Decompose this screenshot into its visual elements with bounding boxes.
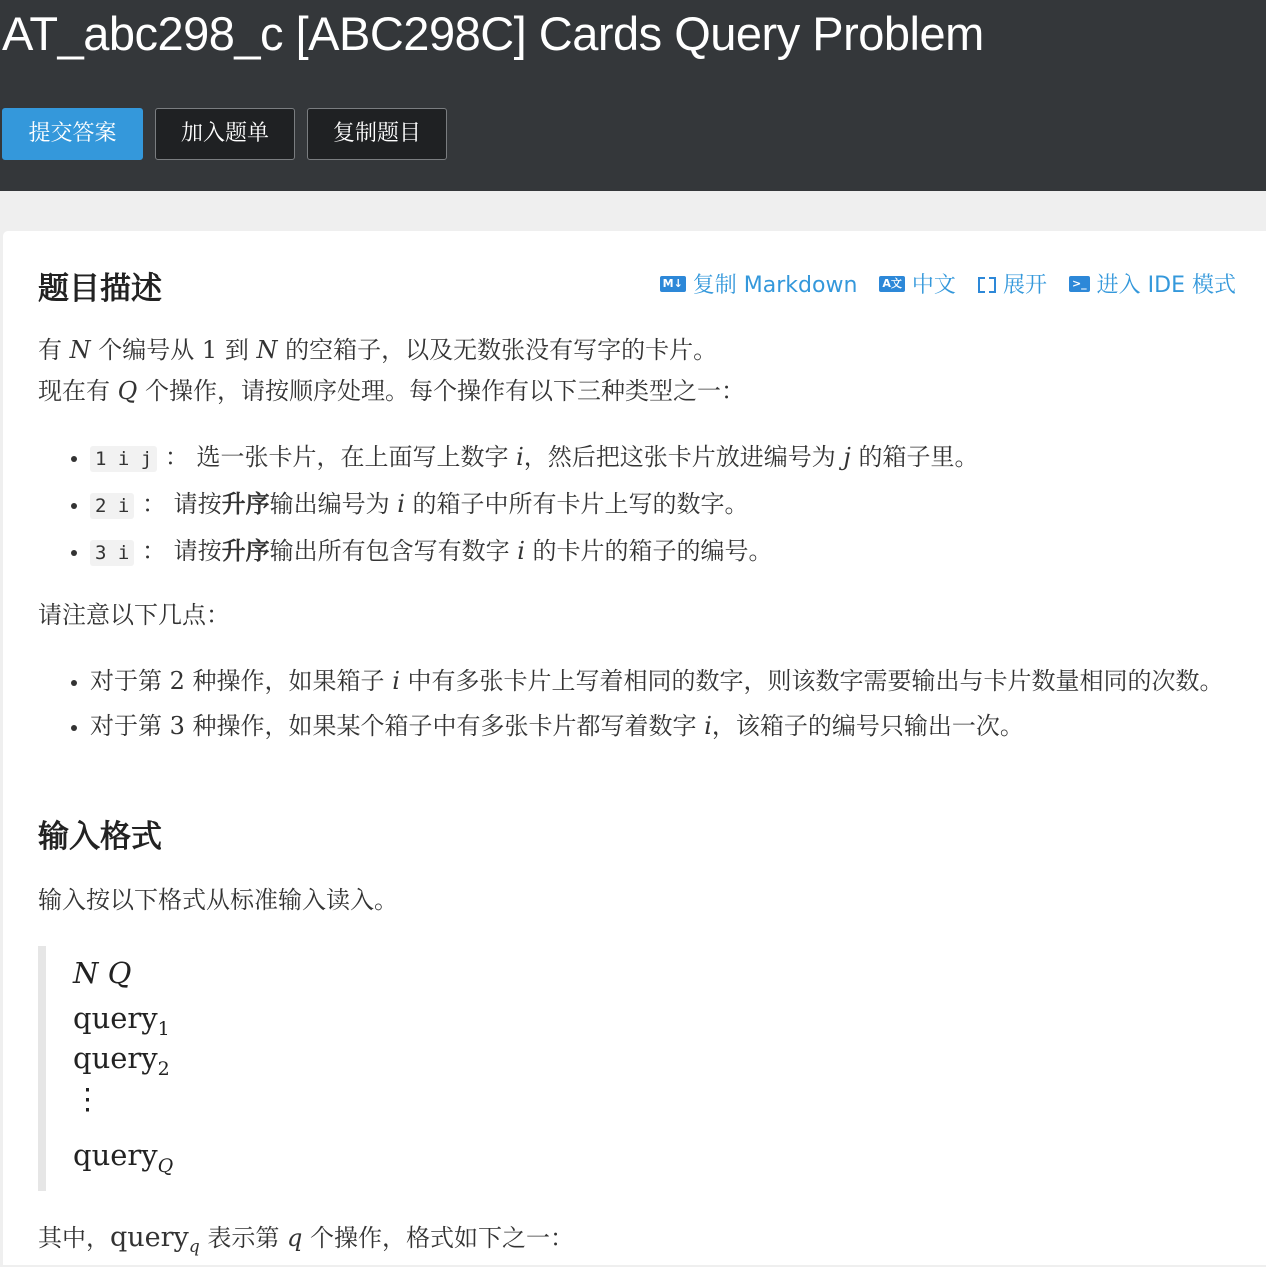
problem-toolbar — [660, 268, 1236, 299]
copy-problem-button[interactable]: 复制题目 — [307, 108, 447, 160]
notes-list — [38, 661, 1260, 751]
input-format-block — [38, 946, 1236, 1191]
expand-icon — [978, 277, 996, 291]
inline-code: 3 i — [90, 540, 134, 566]
problem-card — [3, 231, 1266, 1265]
expand-label: 展开 — [1002, 273, 1047, 298]
description-line-1: 有 N 个编号从 1 到 N 的空箱子，以及无数张没有写字的卡片。 — [38, 336, 718, 364]
inline-code: 2 i — [90, 493, 134, 519]
operation-item: • 2 i ： 请按升序输出编号为 i 的箱子中所有卡片上写的数字。 — [90, 484, 979, 526]
copy-markdown-link[interactable] — [660, 268, 858, 299]
chinese-link[interactable] — [879, 268, 956, 299]
format-line-query-2: query$_2$ — [73, 1041, 170, 1080]
input-format-intro: 输入按以下格式从标准输入读入。 — [38, 886, 398, 914]
problem-title: AT_abc298_c [ABC298C] Cards Query Problem — [2, 7, 984, 60]
translate-icon: A文 — [879, 276, 905, 292]
format-vdots: ⋮ — [73, 1082, 102, 1116]
chinese-label: 中文 — [911, 273, 956, 298]
format-line-query-q: query$_Q$ — [73, 1138, 174, 1177]
description-heading: 题目描述 — [38, 271, 162, 307]
submit-answer-button[interactable]: 提交答案 — [2, 108, 143, 160]
description-line-2: 现在有 Q 个操作，请按顺序处理。每个操作有以下三种类型之一： — [38, 377, 745, 405]
copy-markdown-label: 复制 Markdown — [692, 273, 858, 298]
problem-header — [0, 0, 1266, 191]
note-item: • 对于第 2 种操作，如果箱子 i 中有多张卡片上写着相同的数字，则该数字需要输出与卡片数量相同的次数。 — [90, 661, 1260, 701]
ide-mode-label: 进入 IDE 模式 — [1096, 273, 1236, 298]
format-line-query-1: query$_1$ — [73, 1001, 170, 1040]
markdown-icon: M↓ — [660, 276, 686, 292]
query-definition-line: 其中，query$_q$ 表示第 q 个操作，格式如下之一： — [38, 1222, 574, 1257]
expand-link[interactable] — [978, 268, 1047, 299]
operation-item: • 3 i ： 请按升序输出所有包含写有数字 i 的卡片的箱子的编号。 — [90, 531, 979, 573]
format-line-nq: N Q — [73, 956, 132, 990]
header-button-row — [2, 108, 447, 160]
inline-code: 1 i j — [90, 446, 157, 472]
operation-item: • 1 i j ： 选一张卡片，在上面写上数字 i，然后把这张卡片放进编号为 j 的箱子里。 — [90, 437, 979, 479]
ide-mode-link[interactable] — [1069, 268, 1236, 299]
notes-intro: 请注意以下几点： — [38, 601, 230, 629]
add-to-list-button[interactable]: 加入题单 — [155, 108, 295, 160]
operation-list — [38, 437, 979, 578]
note-item: • 对于第 3 种操作，如果某个箱子中有多张卡片都写着数字 i，该箱子的编号只输出一次。 — [90, 706, 1260, 746]
input-format-heading: 输入格式 — [38, 819, 162, 855]
terminal-icon: >_ — [1069, 276, 1090, 292]
